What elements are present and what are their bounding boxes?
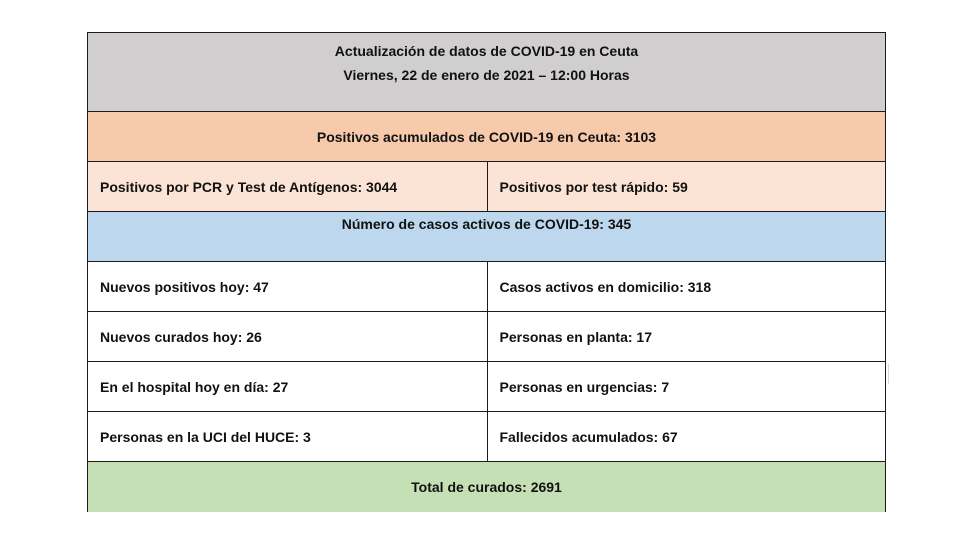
table-header — [88, 33, 885, 112]
positivos-pcr-cell: Positivos por PCR y Test de Antígenos: 3044 — [100, 178, 398, 195]
casos-activos-cell: Número de casos activos de COVID-19: 345 — [341, 216, 632, 232]
fallecidos-cell: Fallecidos acumulados: 67 — [487, 412, 886, 461]
table-row — [88, 362, 885, 412]
personas-planta-cell: Personas en planta: 17 — [487, 312, 886, 361]
report-title: Actualización de datos de COVID-19 en Ceuta — [334, 43, 639, 59]
casos-activos-row — [88, 212, 885, 262]
positivos-test-rapido-cell: Positivos por test rápido: 59 — [487, 162, 886, 211]
header-block — [88, 33, 885, 87]
total-curados-row — [88, 462, 885, 512]
positivos-acumulados-cell: Positivos acumulados de COVID-19 en Ceuta: 3103 — [316, 128, 657, 145]
hospital-hoy-cell: En el hospital hoy en día: 27 — [100, 378, 289, 395]
covid-data-table — [87, 32, 886, 512]
table-row — [88, 262, 885, 312]
positivos-acumulados-row — [88, 112, 885, 162]
personas-urgencias-cell: Personas en urgencias: 7 — [487, 362, 886, 411]
total-curados-cell: Total de curados: 2691 — [411, 479, 562, 495]
table-row — [88, 312, 885, 362]
nuevos-curados-cell: Nuevos curados hoy: 26 — [100, 328, 262, 345]
personas-uci-cell: Personas en la UCI del HUCE: 3 — [100, 428, 311, 445]
report-date: Viernes, 22 de enero de 2021 – 12:00 Horas — [343, 67, 630, 83]
divider — [888, 364, 889, 384]
table-row — [88, 412, 885, 462]
nuevos-positivos-cell: Nuevos positivos hoy: 47 — [100, 278, 269, 295]
casos-domicilio-cell: Casos activos en domicilio: 318 — [487, 262, 886, 311]
positivos-breakdown-row — [88, 162, 885, 212]
